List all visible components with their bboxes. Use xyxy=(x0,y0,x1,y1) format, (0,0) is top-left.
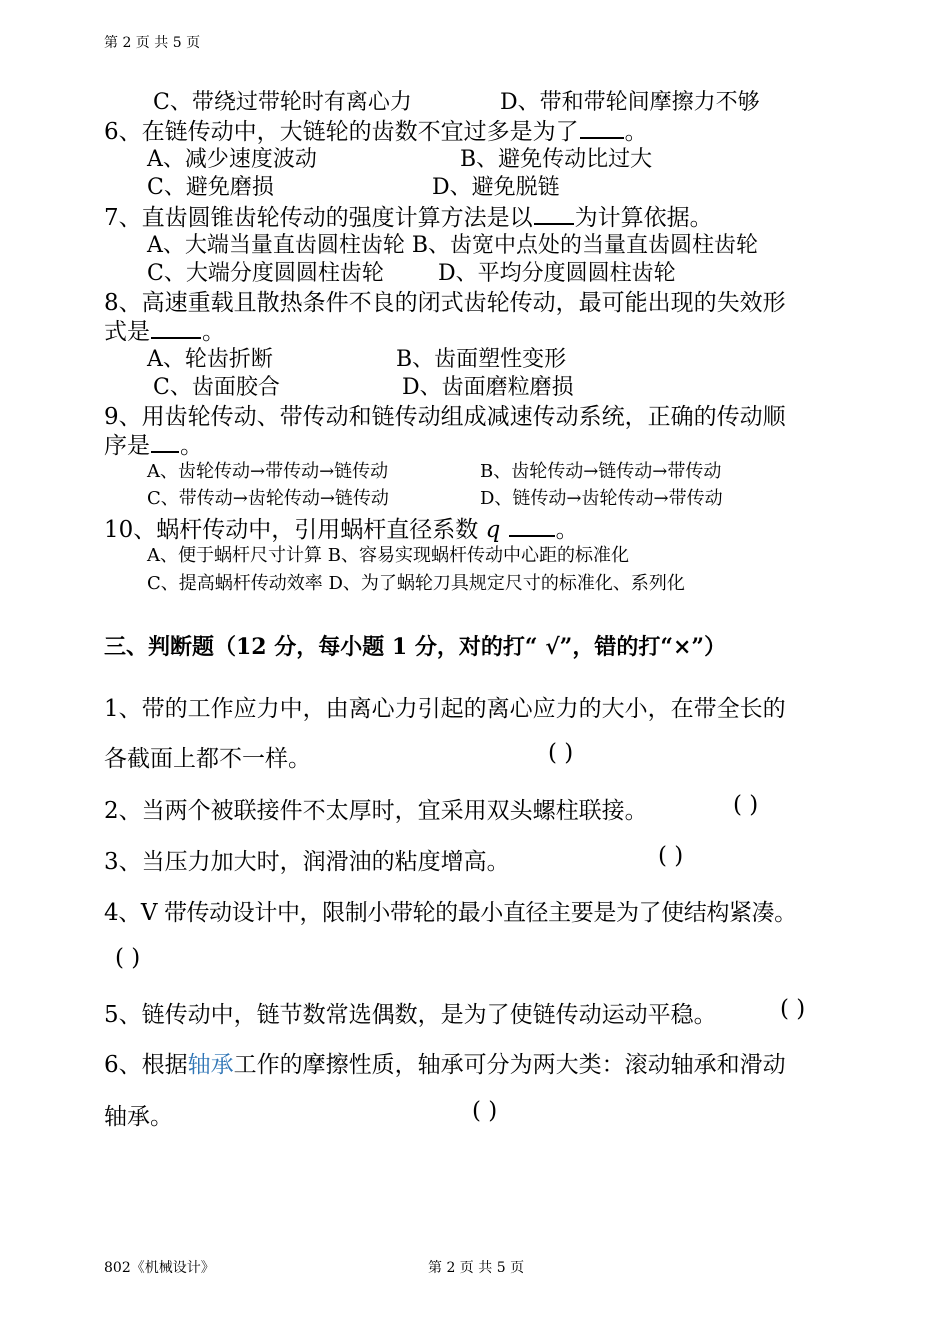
tf-item-6-line1 xyxy=(104,1046,786,1079)
question-6-end: 。 xyxy=(624,119,648,145)
question-10-end: 。 xyxy=(555,517,579,543)
tf-item-5-answer[interactable]: ( ) xyxy=(780,996,806,1022)
answer-blank xyxy=(509,515,555,537)
tf-item-2: 2、当两个被联接件不太厚时，宜采用双头螺柱联接。 xyxy=(104,798,648,824)
q5-option-d: D、带和带轮间摩擦力不够 xyxy=(500,90,760,115)
bearing-link[interactable]: 轴承 xyxy=(187,1052,234,1078)
question-8-line2 xyxy=(104,317,225,346)
tf-item-4: 4、V 带传动设计中，限制小带轮的最小直径主要是为了使结构紧凑。 xyxy=(104,900,797,926)
question-9-stem-end: 序是 xyxy=(104,433,150,459)
q10-options-ab: A、便于蜗杆尺寸计算 B、容易实现蜗杆传动中心距的标准化 xyxy=(147,545,629,566)
q7-options-ab: A、大端当量直齿圆柱齿轮 B、齿宽中点处的当量直齿圆柱齿轮 xyxy=(147,233,759,258)
q6-option-d: D、避免脱链 xyxy=(432,175,560,200)
q9-option-d: D、链传动→齿轮传动→带传动 xyxy=(480,488,723,509)
q6-option-a: A、减少速度波动 xyxy=(147,147,317,172)
q9-option-a: A、齿轮传动→带传动→链传动 xyxy=(147,461,389,482)
question-8-end: 。 xyxy=(202,319,225,345)
tf-item-2-answer[interactable]: ( ) xyxy=(733,792,759,818)
q7-option-c: C、大端分度圆圆柱齿轮 xyxy=(147,261,384,286)
answer-blank xyxy=(151,431,179,453)
q8-option-d: D、齿面磨粒磨损 xyxy=(402,375,574,400)
tf-item-6-pre: 6、根据 xyxy=(104,1052,188,1078)
question-9-line2 xyxy=(104,431,203,460)
section-3-title: 三、判断题（12 分，每小题 1 分，对的打“ √”，错的打“×”） xyxy=(104,634,727,660)
q8-option-a: A、轮齿折断 xyxy=(147,347,273,372)
tf-item-6-post: 工作的摩擦性质，轴承可分为两大类：滚动轴承和滑动 xyxy=(233,1052,786,1078)
q8-option-b: B、齿面塑性变形 xyxy=(396,347,567,372)
q9-option-c: C、带传动→齿轮传动→链传动 xyxy=(147,488,389,509)
question-7 xyxy=(104,203,713,232)
footer-course: 802《机械设计》 xyxy=(104,1260,215,1276)
q10-options-cd: C、提高蜗杆传动效率 D、为了蜗轮刀具规定尺寸的标准化、系列化 xyxy=(147,573,685,594)
q8-option-c: C、齿面胶合 xyxy=(153,375,280,400)
question-9-end: 。 xyxy=(180,433,203,459)
tf-item-6-line2: 轴承。 xyxy=(104,1104,173,1130)
footer-page-info: 第 2 页 共 5 页 xyxy=(428,1260,525,1276)
answer-blank xyxy=(151,317,201,339)
answer-blank xyxy=(580,117,624,139)
question-10-variable: q xyxy=(485,517,501,543)
question-6 xyxy=(104,117,648,146)
q5-option-c: C、带绕过带轮时有离心力 xyxy=(153,90,412,115)
question-9-line1: 9、用齿轮传动、带传动和链传动组成减速传动系统，正确的传动顺 xyxy=(104,404,786,430)
tf-item-3-answer[interactable]: ( ) xyxy=(658,843,684,869)
tf-item-5: 5、链传动中，链节数常选偶数，是为了使链传动运动平稳。 xyxy=(104,1002,717,1028)
tf-item-1-answer[interactable]: ( ) xyxy=(548,740,574,766)
q9-option-b: B、齿轮传动→链传动→带传动 xyxy=(480,461,722,482)
question-10 xyxy=(104,515,579,544)
q6-option-c: C、避免磨损 xyxy=(147,175,274,200)
tf-item-1-line2: 各截面上都不一样。 xyxy=(104,746,311,772)
question-10-stem: 10、蜗杆传动中，引用蜗杆直径系数 xyxy=(104,517,479,543)
tf-item-4-answer[interactable]: ( ) xyxy=(115,945,141,971)
question-7-end: 为计算依据。 xyxy=(574,205,713,231)
q7-option-d: D、平均分度圆圆柱齿轮 xyxy=(438,261,676,286)
q6-option-b: B、避免传动比过大 xyxy=(460,147,653,172)
question-8-stem-end: 式是 xyxy=(104,319,150,345)
question-8-line1: 8、高速重载且散热条件不良的闭式齿轮传动，最可能出现的失效形 xyxy=(104,290,786,316)
question-7-stem: 7、直齿圆锥齿轮传动的强度计算方法是以 xyxy=(104,205,533,231)
tf-item-6-answer[interactable]: ( ) xyxy=(472,1098,498,1124)
answer-blank xyxy=(534,203,574,225)
tf-item-3: 3、当压力加大时，润滑油的粘度增高。 xyxy=(104,849,510,875)
question-6-stem: 6、在链传动中，大链轮的齿数不宜过多是为了 xyxy=(104,119,579,145)
tf-item-1-line1: 1、带的工作应力中，由离心力引起的离心应力的大小，在带全长的 xyxy=(104,696,786,722)
page-header: 第 2 页 共 5 页 xyxy=(104,35,201,51)
